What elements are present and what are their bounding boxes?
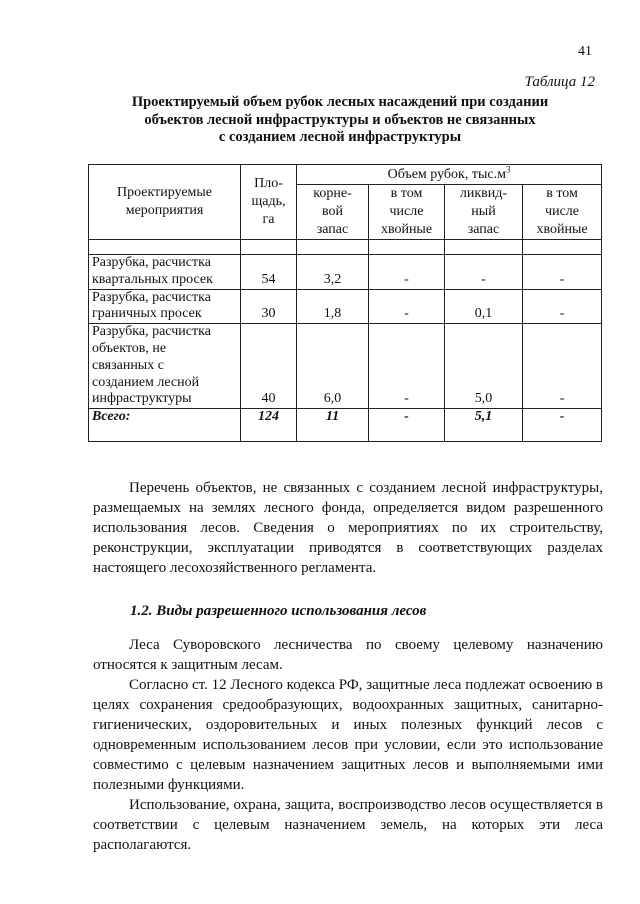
table-row [89,289,602,324]
total-label: Всего: [89,409,241,442]
table-title-line: с созданием лесной инфраструктуры [218,129,462,145]
header-measures: Проектируемые мероприятия [89,165,241,240]
table-label: Таблица 12 [524,74,595,90]
row-area: 40 [241,324,297,409]
table-title-line: Проектируемый объем рубок лесных насаждений при создании [131,94,549,110]
row-name: Разрубка, расчистка граничных просек [89,289,241,324]
total-root-stock: 11 [297,409,369,442]
row-root-stock: 3,2 [297,255,369,290]
section-body [93,635,603,855]
row-liquid-stock: 5,0 [445,324,523,409]
table-total-row [89,409,602,442]
row-root-stock: 1,8 [297,289,369,324]
table-row [89,255,602,290]
body-paragraph: Леса Суворовского лесничества по своему целевому назначению относятся к защитным лесам. [93,637,603,673]
row-name: Разрубка, расчистка квартальных просек [89,255,241,290]
row-area: 54 [241,255,297,290]
row-root-conifer: - [369,255,445,290]
table-title-line: объектов лесной инфраструктуры и объектов не связанных [144,111,536,128]
row-liquid-conifer: - [523,324,602,409]
table-header-row [89,165,602,185]
table-row [89,324,602,409]
body-paragraph: Использование, охрана, защита, воспроизводство лесов осуществляется в соответствии с целевым назначением земель, на которых эти леса располагаются. [93,797,603,853]
total-root-conifer: - [369,409,445,442]
total-liquid-conifer: - [523,409,602,442]
row-liquid-stock: - [445,255,523,290]
row-liquid-conifer: - [523,255,602,290]
header-volume: Объем рубок, $тыс.м^3$ [297,165,602,185]
page-number: 41 [578,44,592,59]
row-root-stock: 6,0 [297,324,369,409]
row-liquid-conifer: - [523,289,602,324]
row-name: Разрубка, расчистка объектов, не связанных с созданием лесной инфраструктуры [89,324,241,409]
row-root-conifer: - [369,324,445,409]
row-area: 30 [241,289,297,324]
row-liquid-stock: 0,1 [445,289,523,324]
table-spacer-row [89,240,602,255]
logging-volume-table [88,164,602,442]
header-root-stock: корне- вой запас [297,185,369,240]
header-liquid-conifer: в том числе хвойные [523,185,602,240]
table-title [90,94,590,147]
objects-paragraph: Перечень объектов, не связанных с созданием лесной инфраструктуры, размещаемых на землях лесного фонда, определяется видом разрешенного использования лесов. Сведения о мероприятиях по их строительству, реконструкции, эксплуатации приводятся в соответствующих разделах настоящего лесохозяйственного регламента. [93,480,603,576]
section-title: 1.2. Виды разрешенного использования лесов [130,603,427,619]
header-area: Пло- щадь, га [241,165,297,240]
body-paragraph: Согласно ст. 12 Лесного кодекса РФ, защитные леса подлежат освоению в целях сохранения средообразующих, водоохранных защитных, санитарно-гигиенических, оздоровительных и иных полезных функций лесов с одновременным использованием лесов при условии, если это использование совместимо с целевым назначением защитных лесов и выполняемыми ими полезными функциями. [93,677,603,793]
total-area: 124 [241,409,297,442]
row-root-conifer: - [369,289,445,324]
total-liquid-stock: 5,1 [445,409,523,442]
header-root-conifer: в том числе хвойные [369,185,445,240]
header-liquid-stock: ликвид- ный запас [445,185,523,240]
